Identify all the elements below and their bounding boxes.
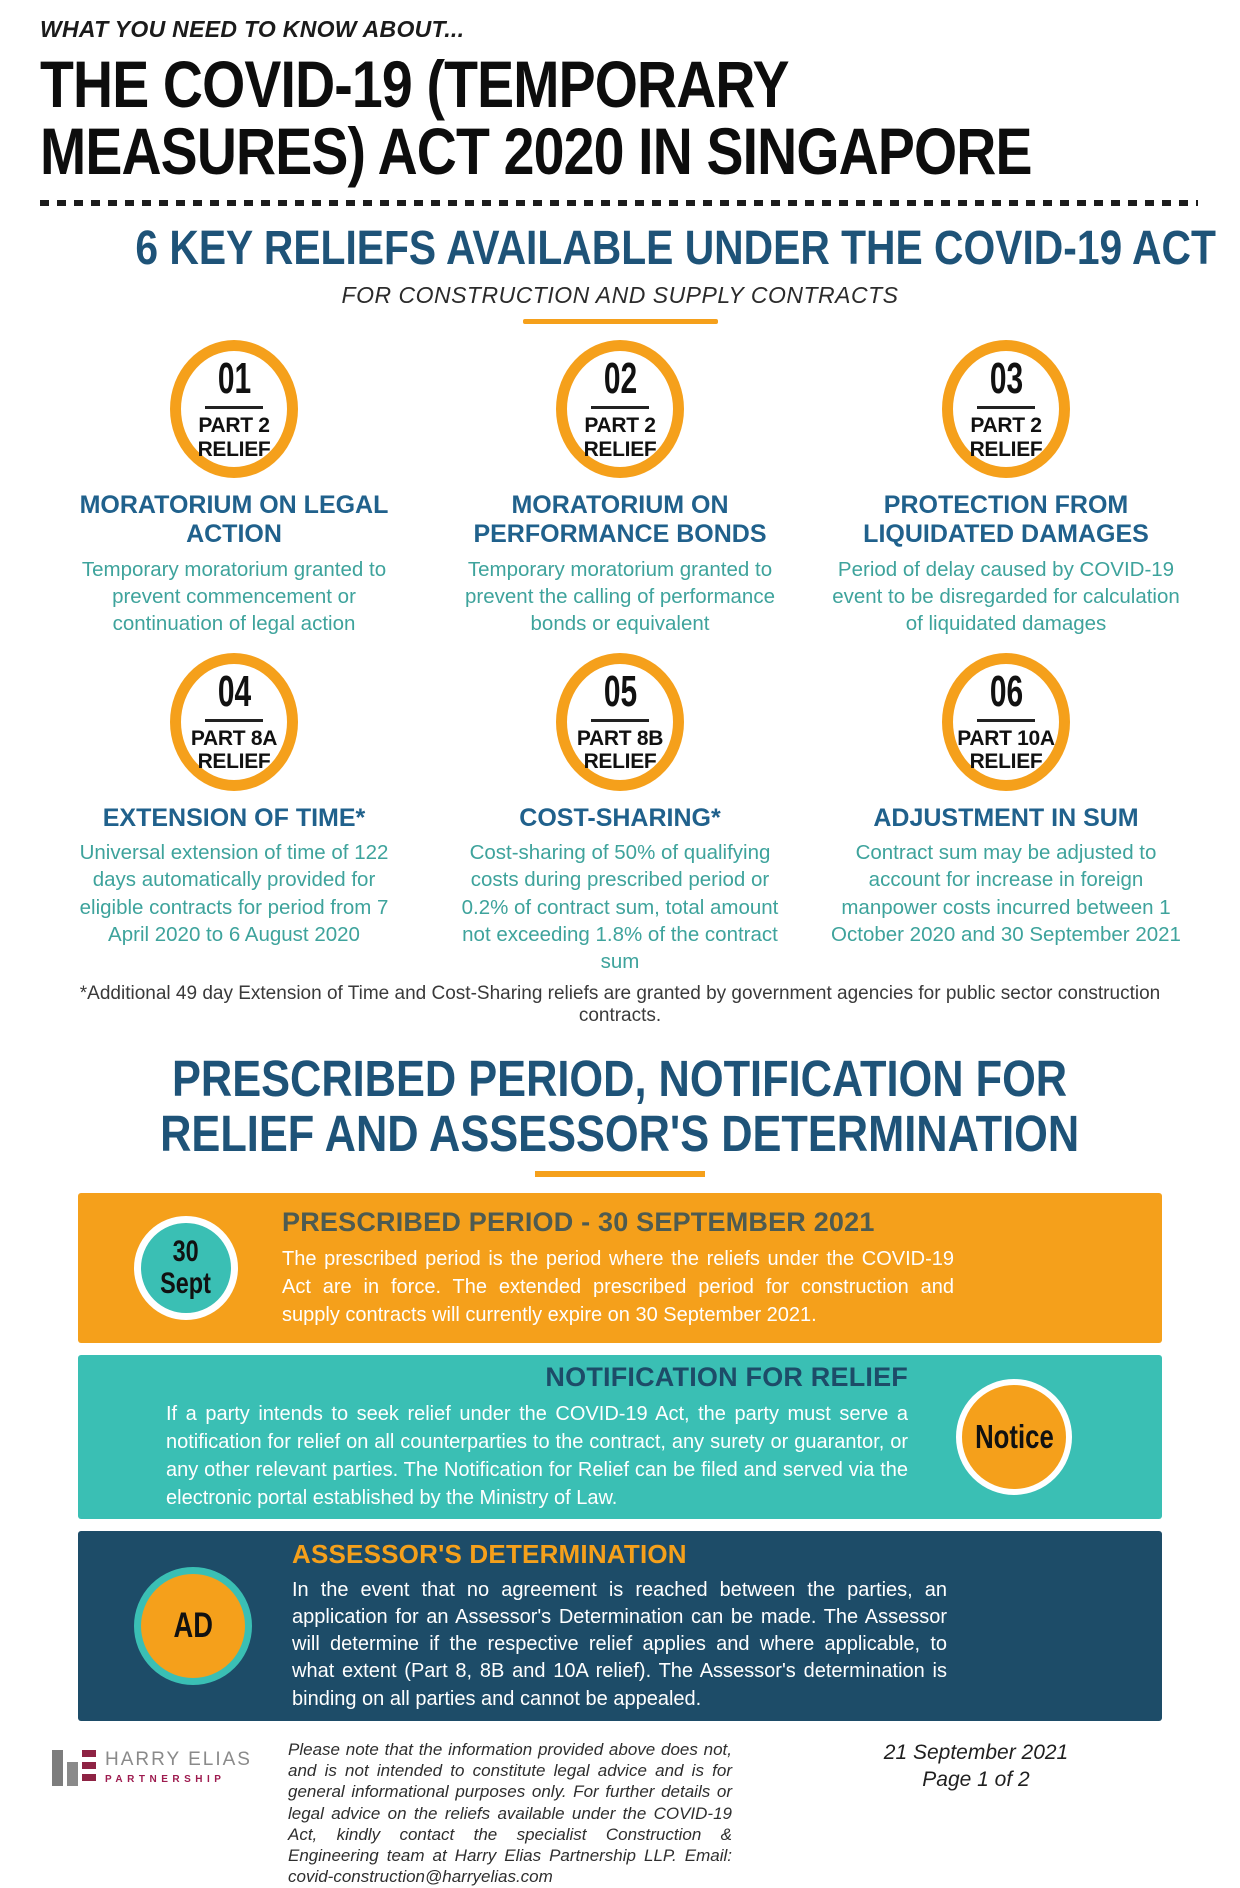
relief-number: 06 [989, 666, 1023, 716]
relief-card-1 [58, 340, 410, 637]
harry-elias-logo-icon [52, 1747, 96, 1789]
relief-part-label: PART 2 [584, 414, 656, 437]
relief-description: Cost-sharing of 50% of qualifying costs during prescribed period or 0.2% of contract sum, total amount not exceeding 1.8% of the contract sum [461, 841, 779, 973]
notice-badge [956, 1379, 1072, 1495]
notice-badge-label: Notice [974, 1417, 1054, 1455]
relief-heading: MORATORIUM ON LEGAL ACTION [79, 491, 389, 548]
relief-badge-1 [170, 340, 298, 478]
badge-divider [205, 719, 263, 722]
ad-badge [134, 1567, 252, 1685]
badge-date-month: Sept [160, 1266, 212, 1300]
badge-divider [977, 719, 1035, 722]
assessors-heading: ASSESSOR'S DETERMINATION [292, 1538, 687, 1569]
panel-notification-relief [78, 1355, 1162, 1519]
panel-prescribed-period [78, 1193, 1162, 1343]
relief-description: Temporary moratorium granted to prevent the calling of performance bonds or equivalent [465, 557, 775, 635]
orange-rule [523, 319, 718, 324]
footer [52, 1739, 1198, 1888]
relief-number: 01 [217, 354, 251, 403]
relief-part-label: PART 8A [190, 726, 278, 750]
process-panels [78, 1193, 1162, 1721]
footer-disclaimer: Please note that the information provided above does not, and is not intended to constitute legal advice and is for general informational purposes only. For further details or legal advice on the reliefs available under the COVID-19 Act, kindly contact the specialist Construction & Engineering team at Harry Elias Partnership LLP. Email: covid-construction@harryelias.com [288, 1739, 732, 1887]
relief-number: 03 [989, 354, 1023, 403]
orange-rule [535, 1171, 705, 1177]
panel-assessors-determination [78, 1531, 1162, 1721]
relief-description: Contract sum may be adjusted to account for increase in foreign manpower costs incurred between 1 October 2020 and 30 September 2021 [831, 841, 1181, 946]
page-title [40, 47, 1200, 189]
badge-date-day: 30 [172, 1235, 200, 1269]
relief-word-label: RELIEF [197, 750, 271, 774]
relief-heading: EXTENSION OF TIME* [102, 803, 366, 832]
relief-description: Universal extension of time of 122 days automatically provided for eligible contracts for period from 7 April 2020 to 6 August 2020 [79, 841, 389, 946]
relief-heading: MORATORIUM ON PERFORMANCE BONDS [473, 491, 767, 548]
relief-badge-4 [170, 653, 298, 791]
section-process-title-line2: RELIEF AND ASSESSOR'S DETERMINATION [160, 1104, 1080, 1162]
relief-badge-2 [556, 340, 684, 478]
relief-word-label: RELIEF [197, 437, 271, 461]
footer-date-page [754, 1739, 1198, 1794]
relief-word-label: RELIEF [969, 750, 1043, 774]
harry-elias-logo [52, 1747, 260, 1789]
footer-page-number: Page 1 of 2 [922, 1768, 1030, 1792]
ad-badge-label: AD [173, 1605, 213, 1645]
notification-body: If a party intends to seek relief under the COVID-19 Act, the party must serve a notification for relief on all counterparties to the contract, any surety or guarantor, or any other relevant parties. The Notification for Relief can be filed and served via the electronic portal established by the Ministry of Law. [166, 1402, 908, 1509]
footer-date: 21 September 2021 [883, 1740, 1069, 1764]
prescribed-period-content [282, 1207, 954, 1329]
relief-number: 04 [217, 666, 251, 716]
logo-firm-name: HARRY ELIAS [105, 1749, 252, 1771]
relief-part-label: PART 2 [198, 414, 270, 437]
relief-description: Temporary moratorium granted to prevent commencement or continuation of legal action [81, 557, 387, 635]
relief-heading: PROTECTION FROM LIQUIDATED DAMAGES [863, 491, 1149, 548]
assessors-body: In the event that no agreement is reached between the parties, an application for an Assessor's Determination can be made. The Assessor will determine if the respective relief applies and where applicable, to what extent (Part 8, 8B and 10A relief). The Assessor's determination is binding on all parties and cannot be appealed. [292, 1578, 947, 1710]
relief-part-label: PART 2 [970, 414, 1042, 437]
badge-divider [591, 406, 649, 409]
relief-number: 02 [603, 354, 637, 403]
relief-part-label: PART 10A [957, 726, 1055, 750]
relief-word-label: RELIEF [583, 750, 657, 774]
logo-partnership-label: PARTNERSHIP [105, 1774, 226, 1786]
logo-text [105, 1750, 252, 1785]
relief-card-3 [830, 340, 1182, 637]
relief-grid [58, 340, 1182, 975]
badge-divider [591, 719, 649, 722]
relief-heading: ADJUSTMENT IN SUM [873, 803, 1139, 832]
relief-card-5 [444, 653, 796, 975]
relief-heading: COST-SHARING* [519, 803, 721, 832]
relief-badge-5 [556, 653, 684, 791]
relief-badge-6 [942, 653, 1070, 791]
prescribed-period-heading: PRESCRIBED PERIOD - 30 SEPTEMBER 2021 [282, 1206, 875, 1237]
section-reliefs-title: 6 KEY RELIEFS AVAILABLE UNDER THE COVID-19 ACT [135, 221, 1216, 275]
prescribed-period-body: The prescribed period is the period where the reliefs under the COVID-19 Act are in force. The extended prescribed period for construction and supply contracts will currently expire on 30 September 2021. [282, 1247, 954, 1326]
relief-word-label: RELIEF [583, 437, 657, 461]
relief-card-4 [58, 653, 410, 975]
page-title-line2: MEASURES) ACT 2020 IN SINGAPORE [40, 114, 1032, 189]
relief-word-label: RELIEF [969, 437, 1043, 461]
dotted-divider [40, 200, 1198, 206]
relief-description: Period of delay caused by COVID-19 event to be disregarded for calculation of liquidated damages [832, 557, 1180, 635]
kicker-text: WHAT YOU NEED TO KNOW ABOUT... [40, 16, 465, 42]
prescribed-period-badge [134, 1216, 238, 1320]
section-reliefs-subtitle: FOR CONSTRUCTION AND SUPPLY CONTRACTS [341, 282, 899, 309]
section-process-title-line1: PRESCRIBED PERIOD, NOTIFICATION FOR [172, 1049, 1068, 1107]
assessors-content [292, 1539, 947, 1713]
relief-footnote: *Additional 49 day Extension of Time and Cost-Sharing reliefs are granted by government agencies for public sector construction contracts. [79, 982, 1161, 1026]
badge-divider [205, 406, 263, 409]
notification-heading: NOTIFICATION FOR RELIEF [545, 1361, 908, 1392]
relief-badge-3 [942, 340, 1070, 478]
relief-card-6 [830, 653, 1182, 975]
notification-content [166, 1362, 908, 1512]
page-title-line1: THE COVID-19 (TEMPORARY [40, 47, 789, 121]
relief-card-2 [444, 340, 796, 637]
relief-part-label: PART 8B [576, 726, 664, 750]
relief-number: 05 [603, 666, 637, 716]
badge-divider [977, 406, 1035, 409]
section-process-title [40, 1051, 1200, 1161]
